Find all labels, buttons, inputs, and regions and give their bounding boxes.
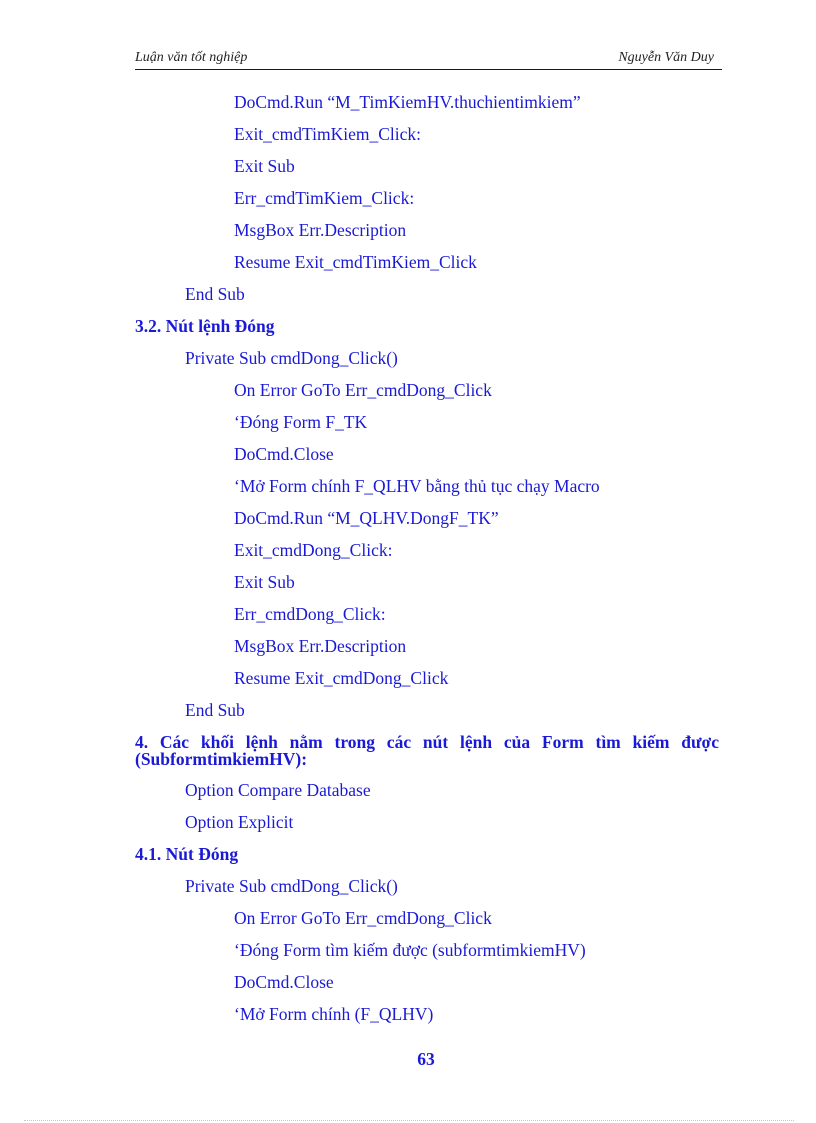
code-line: Exit_cmdTimKiem_Click: — [234, 124, 421, 144]
code-line: Resume Exit_cmdDong_Click — [234, 668, 449, 688]
code-line: End Sub — [185, 700, 245, 720]
code-line: Option Compare Database — [185, 780, 371, 800]
code-line: DoCmd.Close — [234, 444, 334, 464]
header-thesis-title: Luận văn tốt nghiệp — [135, 50, 248, 65]
code-line: On Error GoTo Err_cmdDong_Click — [234, 908, 492, 928]
section-heading-4-1: 4.1. Nút Đóng — [135, 844, 239, 864]
code-comment: ‘Mở Form chính F_QLHV bằng thủ tục chạy Macro — [234, 476, 600, 496]
code-line: Option Explicit — [185, 812, 294, 832]
code-line: Exit_cmdDong_Click: — [234, 540, 393, 560]
code-line: DoCmd.Close — [234, 972, 334, 992]
page-header — [135, 50, 722, 70]
code-line: Private Sub cmdDong_Click() — [185, 348, 398, 368]
code-comment: ‘Mở Form chính (F_QLHV) — [234, 1004, 434, 1024]
section-heading-4: 4. Các khối lệnh nằm trong các nút lệnh của Form tìm kiếm được (SubformtimkiemHV): — [135, 732, 719, 769]
code-line: Err_cmdTimKiem_Click: — [234, 188, 415, 208]
page-number: 63 — [417, 1049, 435, 1069]
section-heading-3-2: 3.2. Nút lệnh Đóng — [135, 316, 275, 336]
code-line: MsgBox Err.Description — [234, 220, 407, 240]
code-line: Err_cmdDong_Click: — [234, 604, 386, 624]
code-comment: ‘Đóng Form tìm kiếm được (subformtimkiemHV) — [234, 940, 586, 960]
code-comment: ‘Đóng Form F_TK — [234, 412, 368, 432]
code-line: DoCmd.Run “M_QLHV.DongF_TK” — [234, 508, 499, 528]
code-line: Exit Sub — [234, 572, 295, 592]
code-line: MsgBox Err.Description — [234, 636, 407, 656]
code-line: Private Sub cmdDong_Click() — [185, 876, 398, 896]
code-line: DoCmd.Run “M_TimKiemHV.thuchientimkiem” — [234, 92, 581, 112]
code-line: Exit Sub — [234, 156, 295, 176]
code-line: End Sub — [185, 284, 245, 304]
header-author-name: Nguyễn Văn Duy — [618, 50, 714, 65]
code-line: On Error GoTo Err_cmdDong_Click — [234, 380, 492, 400]
code-line: Resume Exit_cmdTimKiem_Click — [234, 252, 477, 272]
page-bottom-divider — [24, 1120, 794, 1121]
